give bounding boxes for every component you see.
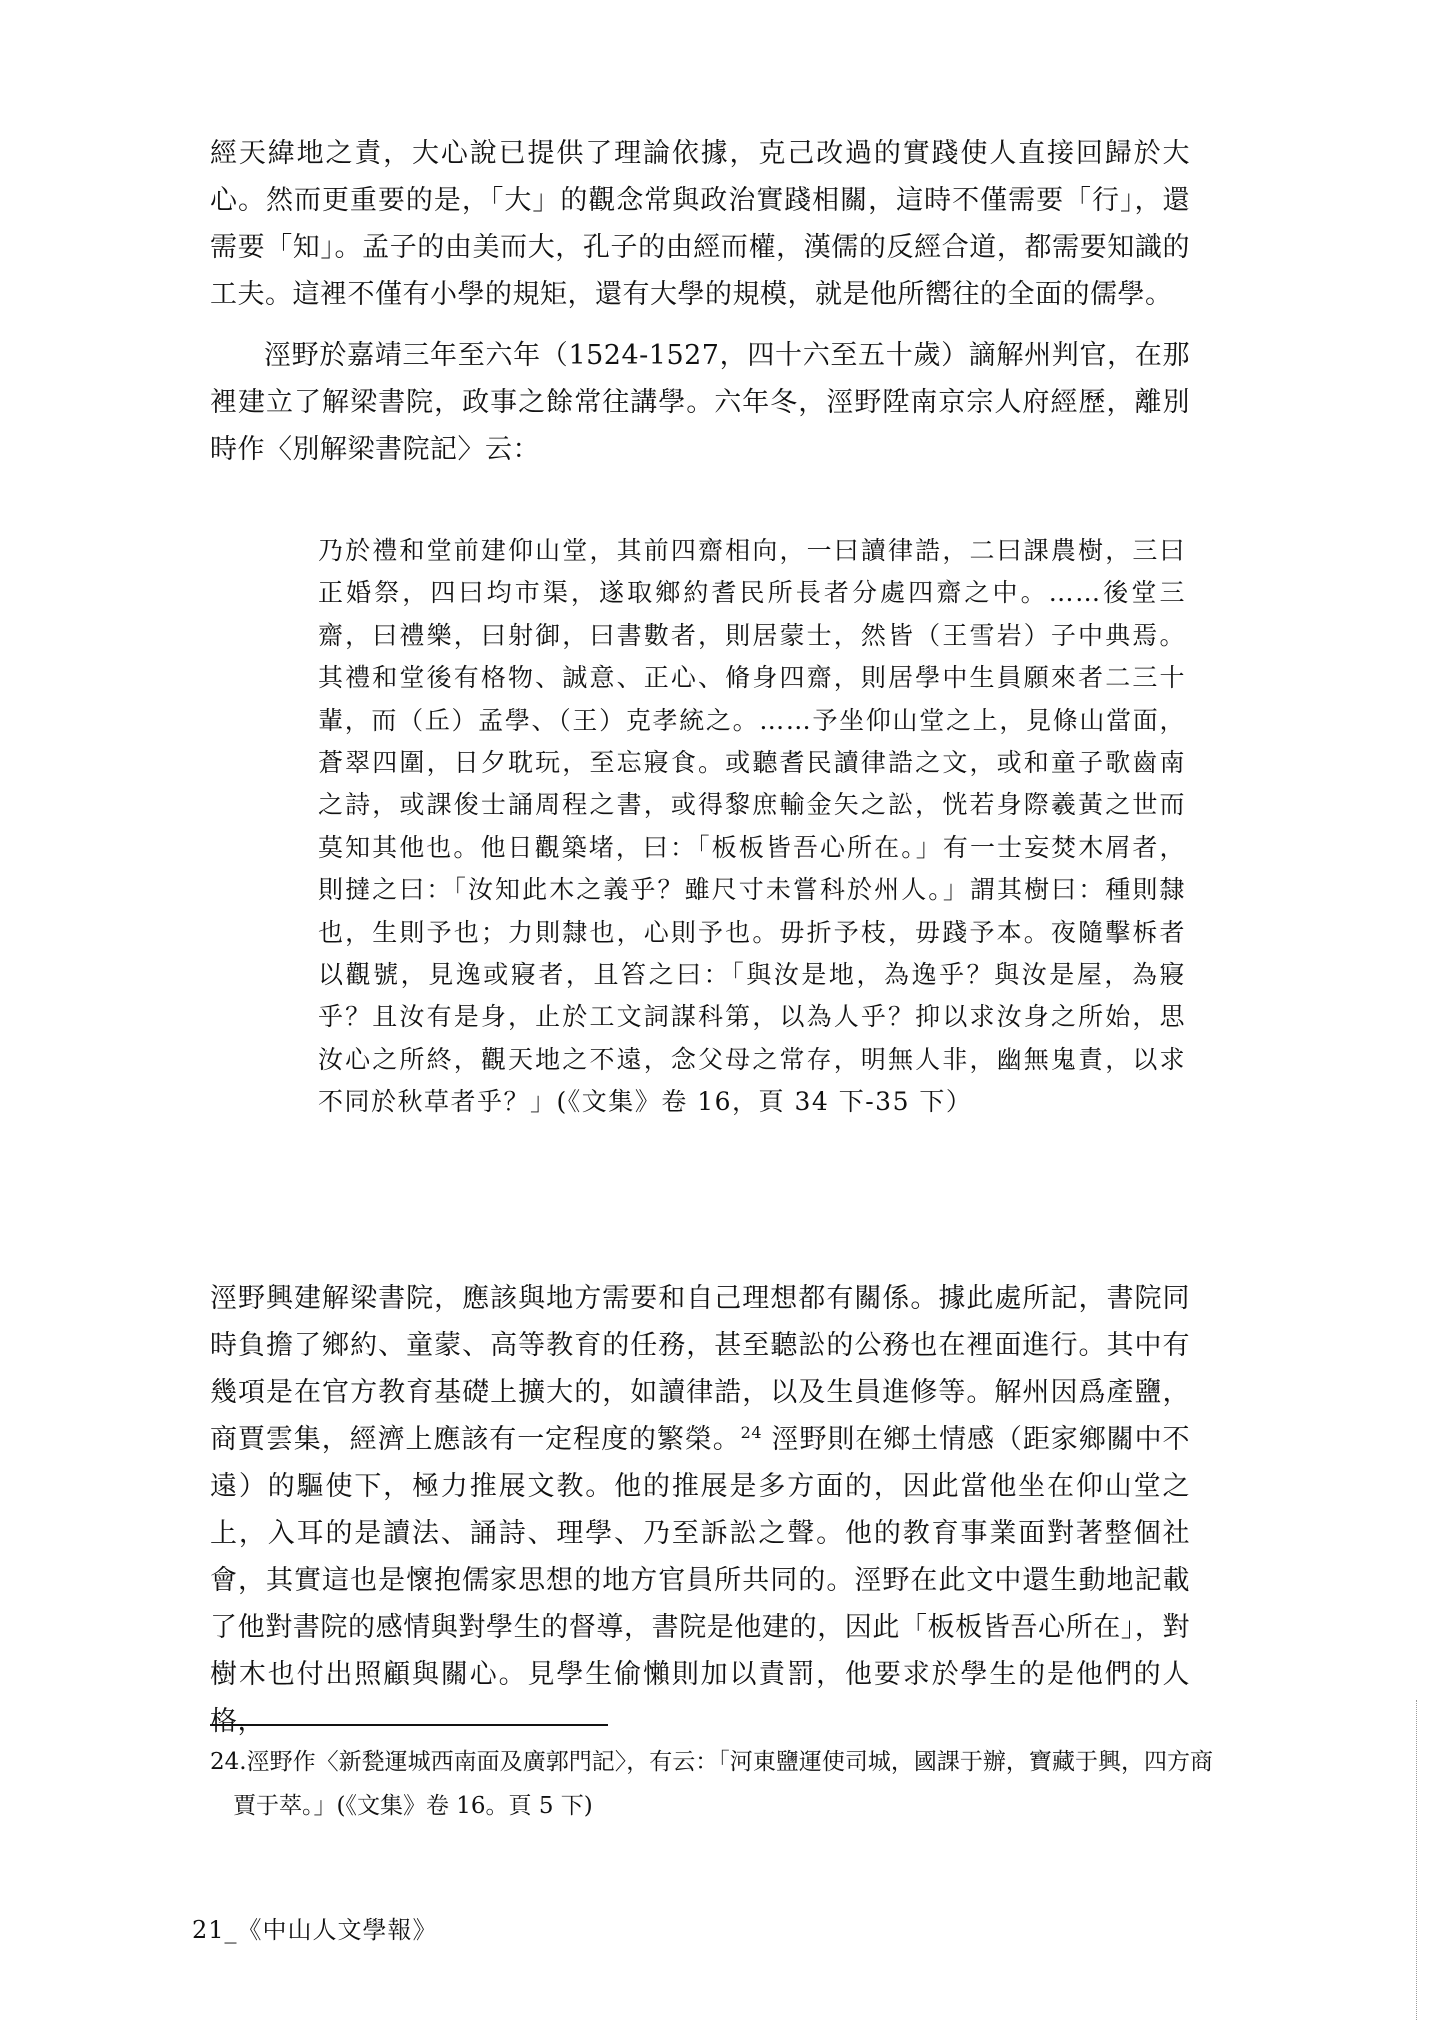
block-quotation: 乃於禮和堂前建仰山堂，其前四齋相向，一曰讀律誥，二曰課農樹，三曰正婚祭，四曰均市渠，遂取鄉約耆民所長者分處四齋之中。……後堂三齋，曰禮樂，曰射御，曰書數者，則居蒙士，然皆（王雪岩）子中典焉。其禮和堂後有格物、誠意、正心、脩身四齋，則居學中生員願來者二三十輩，而（丘）孟學、（王）克孝統之。……予坐仰山堂之上，見條山當面，蒼翠四圍，日夕耽玩，至忘寢食。或聽耆民讀律誥之文，或和童子歌齒南之詩，或課俊士誦周程之書，或得黎庶輸金矢之訟，恍若身際羲黃之世而莫知其他也。他日觀築堵，曰：「板板皆吾心所在。」有一士妄焚木屑者，則撻之曰：「汝知此木之義乎？雖尺寸未嘗科於州人。」謂其樹曰：種則隸也，生則予也；力則隸也，心則予也。毋折予枝，毋踐予本。夜隨擊柝者以觀號，見逸或寢者，且笞之曰：「與汝是地，為逸乎？與汝是屋，為寢乎？且汝有是身，止於工文詞謀科第，以為人乎？抑以求汝身之所始，思汝心之所終，觀天地之不遠，念父母之常存，明無人非，幽無鬼責，以求不同於秋草者乎？」(《文集》卷 16，頁 34 下-35 下）	[318, 536, 1186, 1117]
footnote-text: 涇野作〈新甃運城西南面及廣郭門記〉，有云：「河東鹽運使司城，國課于辦，寶藏于興，四方商賈于萃。」(《文集》卷 16。頁 5 下)	[233, 1749, 1213, 1819]
page-footer: 21_《中山人文學報》	[192, 1916, 438, 1944]
body-paragraph-3	[210, 1275, 1190, 1745]
body-paragraph-3-part-b: 涇野則在鄉土情感（距家鄉關中不遠）的驅使下，極力推展文教。他的推展是多方面的，因此當他坐在仰山堂之上，入耳的是讀法、誦詩、理學、乃至訴訟之聲。他的教育事業面對著整個社會，其實這也是懷抱儒家思想的地方官員所共同的。涇野在此文中還生動地記載了他對書院的感情與對學生的督導，書院是他建的，因此「板板皆吾心所在」，對樹木也付出照顧與關心。見學生偷懶則加以責罰，他要求於學生的是他們的人格，	[210, 1424, 1190, 1737]
footnote-separator	[210, 1724, 608, 1726]
body-paragraph-2: 涇野於嘉靖三年至六年（1524-1527，四十六至五十歲）謫解州判官，在那裡建立了解梁書院，政事之餘常往講學。六年冬，涇野陞南京宗人府經歷，離別時作〈別解梁書院記〉云：	[210, 340, 1190, 465]
body-paragraph-1: 經天緯地之責，大心說已提供了理論依據，克己改過的實踐使人直接回歸於大心。然而更重要的是，「大」的觀念常與政治實踐相關，這時不僅需要「行」，還需要「知」。孟子的由美而大，孔子的由經而權，漢儒的反經合道，都需要知識的工夫。這裡不僅有小學的規矩，還有大學的規模，就是他所嚮往的全面的儒學。	[210, 138, 1190, 310]
scan-edge-mark	[1416, 1700, 1417, 2020]
body-paragraph-3-part-a: 涇野興建解梁書院，應該與地方需要和自己理想都有關係。據此處所記，書院同時負擔了鄉約、童蒙、高等教育的任務，甚至聽訟的公務也在裡面進行。其中有幾項是在官方教育基礎上擴大的，如讀律誥，以及生員進修等。解州因爲產鹽，商賈雲集，經濟上應該有一定程度的繁榮。	[210, 1283, 1190, 1455]
footnote-reference-24[interactable]: 24	[740, 1423, 762, 1442]
footnote-24	[210, 1740, 1213, 1828]
footnote-number: 24.	[210, 1749, 247, 1775]
